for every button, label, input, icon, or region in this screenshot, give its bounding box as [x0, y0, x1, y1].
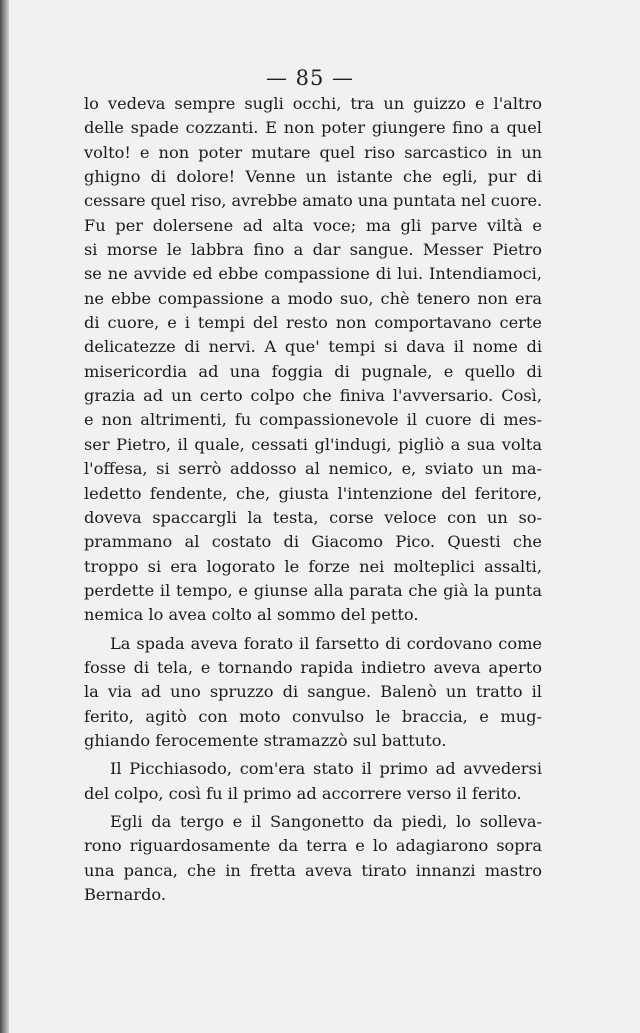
text-line: del colpo, così fu il primo ad accorrere verso il ferito. [84, 783, 522, 803]
text-line: prammano al costato di Giacomo Pico. Questi che [84, 532, 542, 552]
text-line: ne ebbe compassione a modo suo, chè tenero non era [84, 288, 542, 308]
text-line: Fu per dolersene ad alta voce; ma gli parve viltà e [84, 215, 542, 235]
text-line: ghiando ferocemente stramazzò sul battuto. [84, 730, 447, 750]
page-text-body [84, 92, 542, 907]
text-line: Il Picchiasodo, com'era stato il primo ad avvedersi [110, 759, 542, 779]
text-line: nemica lo avea colto al sommo del petto. [84, 605, 419, 625]
text-line: di cuore, e i tempi del resto non comportavano certe [84, 313, 542, 333]
text-line: misericordia ad una foggia di pugnale, e quello di [84, 361, 542, 381]
text-line: grazia ad un certo colpo che finiva l'avversario. Così, [84, 386, 542, 406]
paragraph-4 [84, 810, 542, 907]
text-line: Egli da tergo e il Sangonetto da piedi, lo solleva- [110, 811, 542, 831]
paragraph-3 [84, 757, 542, 806]
text-line: l'offesa, si serrò addosso al nemico, e, sviato un ma- [84, 459, 542, 479]
text-line: e non altrimenti, fu compassionevole il cuore di mes- [84, 410, 542, 430]
paragraph-2 [84, 632, 542, 754]
text-line: lo vedeva sempre sugli occhi, tra un guizzo e l'altro [84, 94, 542, 113]
text-line: troppo si era logorato le forze nei molteplici assalti, [84, 556, 542, 576]
text-line: la via ad uno spruzzo di sangue. Balenò un tratto il [84, 682, 542, 702]
text-line: fosse di tela, e tornando rapida indietro aveva aperto [84, 657, 542, 677]
text-line: volto! e non poter mutare quel riso sarcastico in un [84, 142, 542, 162]
text-line: La spada aveva forato il farsetto di cordovano come [110, 633, 542, 653]
text-line: ferito, agitò con moto convulso le braccia, e mug- [84, 706, 542, 726]
text-line: delicatezze di nervi. A que' tempi si dava il nome di [84, 337, 542, 357]
paragraph-1 [84, 92, 542, 628]
text-line: doveva spaccargli la testa, corse veloce con un so- [84, 507, 542, 527]
text-line: una panca, che in fretta aveva tirato innanzi mastro [84, 860, 542, 880]
text-line: cessare quel riso, avrebbe amato una puntata nel cuore. [84, 191, 542, 211]
text-line: rono riguardosamente da terra e lo adagiarono sopra [84, 836, 542, 856]
text-line: ledetto fendente, che, giusta l'intenzione del feritore, [84, 483, 542, 503]
text-line: si morse le labbra fino a dar sangue. Messer Pietro [84, 240, 542, 260]
text-line: se ne avvide ed ebbe compassione di lui. Intendiamoci, [84, 264, 542, 284]
text-line: Bernardo. [84, 885, 166, 904]
text-line: ser Pietro, il quale, cessati gl'indugi, pigliò a sua volta [84, 434, 542, 454]
page-number: — 85 — [265, 66, 355, 90]
text-line: perdette il tempo, e giunse alla parata che già la punta [84, 580, 542, 600]
page-binding-edge [0, 0, 9, 1033]
text-line: ghigno di dolore! Venne un istante che egli, pur di [84, 167, 542, 187]
text-line: delle spade cozzanti. E non poter giungere fino a quel [84, 118, 542, 138]
